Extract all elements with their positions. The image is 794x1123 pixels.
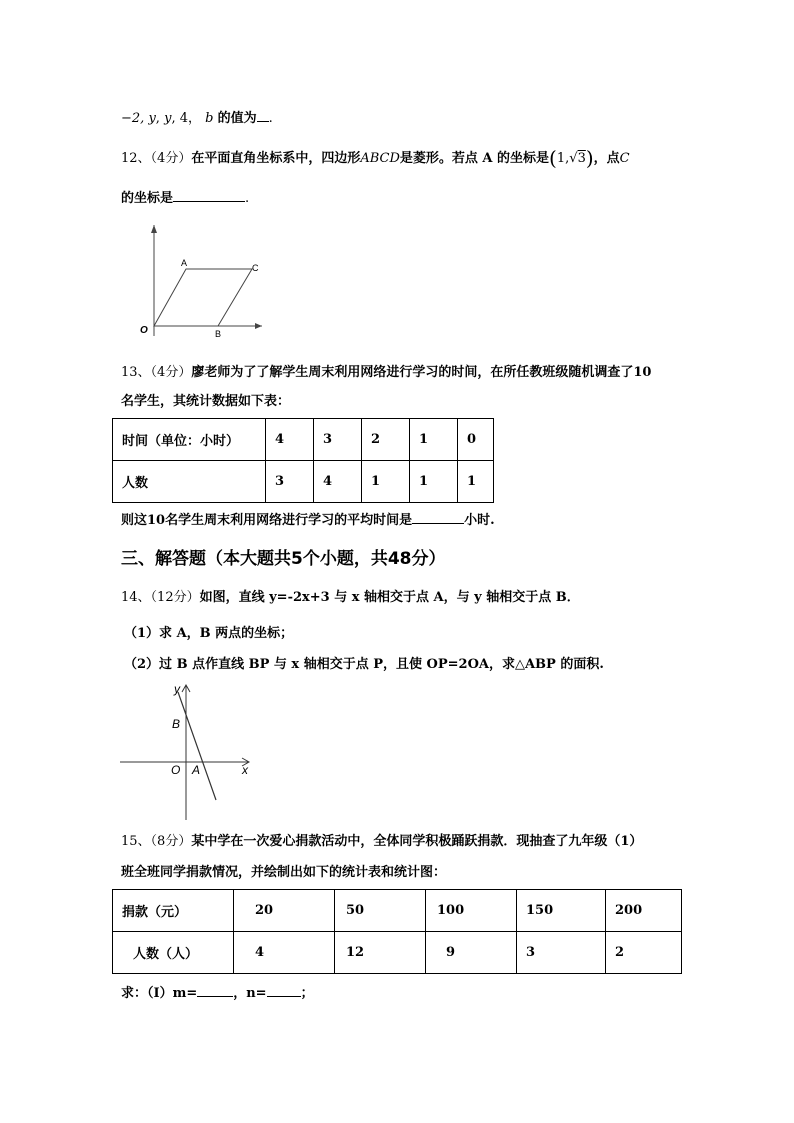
q13-cell: 1 — [410, 461, 458, 503]
q13-cell: 1 — [362, 461, 410, 503]
q13-line2: 名学生，其统计数据如下表： — [121, 394, 291, 409]
q15-cell: 2 — [606, 932, 682, 974]
q15-blank-n[interactable] — [267, 984, 301, 997]
section-3-title-2: 个小题，共 — [302, 549, 388, 569]
q13-cell: 时间（单位：小时） — [113, 419, 266, 461]
q15-cell: 20 — [234, 890, 335, 932]
q12-x-arrow — [255, 323, 262, 329]
section-3-title-3: 分） — [411, 549, 446, 569]
q15-table — [112, 889, 682, 974]
q13-after-2: 名学生周末利用网络进行学习的平均时间是 — [165, 513, 413, 528]
q14-part1: （1）求 A，B 两点的坐标； — [124, 626, 294, 641]
q11-seq-y1: y — [148, 111, 156, 126]
q11-seq-comma1: , — [155, 111, 160, 126]
q14-line1 — [121, 590, 580, 606]
q12-point-c: C — [619, 151, 630, 166]
q12-rhombus — [154, 269, 252, 326]
q13-cell: 人数 — [113, 461, 266, 503]
q12-line2 — [121, 189, 249, 207]
q11-var-b: b — [205, 111, 214, 126]
q13-cell: 3 — [314, 419, 362, 461]
q15-cell: 50 — [335, 890, 426, 932]
q13-cell: 4 — [314, 461, 362, 503]
q14-line-graph — [178, 692, 216, 800]
q13-cell: 1 — [458, 461, 494, 503]
q15-cell: 3 — [517, 932, 606, 974]
q15-score: （8分） — [150, 834, 192, 849]
q13-after-unit: 小时. — [464, 513, 495, 528]
q15-ask-1: 求：（Ⅰ）m= — [121, 986, 198, 1001]
q12-text3: ，点 — [593, 151, 620, 166]
q15-cell: 9 — [426, 932, 517, 974]
q15-cell: 12 — [335, 932, 426, 974]
q12-text1: 在平面直角坐标系中，四边形 — [191, 151, 361, 166]
q11-seq-a: −2, — [121, 111, 145, 126]
q13-table-row-time — [113, 419, 494, 461]
q15-cell: 150 — [517, 890, 606, 932]
q13-score: （4分） — [150, 365, 192, 380]
q14-label-a: A — [192, 763, 201, 777]
q11-seq-4: 4 — [179, 111, 188, 126]
q12-y-arrow — [151, 225, 157, 233]
q12-label-o: O — [140, 325, 148, 336]
q15-number: 15、 — [121, 834, 151, 849]
q13-text1: 廖老师为了了解学生周末利用网络进行学习的时间，在所任教班级随机调查了 — [191, 365, 634, 380]
q12-sqrt-sign: √ — [569, 151, 578, 166]
q15-cell: 4 — [234, 932, 335, 974]
q15-table-row-people — [113, 932, 682, 974]
q15-blank-m[interactable] — [197, 984, 233, 997]
q11-seq-y2: y — [164, 111, 172, 126]
q15-cell: 100 — [426, 890, 517, 932]
q12-coord-sqrt: 3 — [577, 151, 586, 166]
q14-line-figure — [118, 680, 256, 824]
q14-text: 如图，直线 y=-2x+3 与 x 轴相交于点 A，与 y 轴相交于点 B． — [199, 590, 580, 605]
q14-part2: （2）过 B 点作直线 BP 与 x 轴相交于点 P，且使 OP=2OA，求△ABP 的面积. — [124, 657, 604, 672]
q12-score: （4分） — [150, 151, 192, 166]
q12-label-a: A — [181, 258, 188, 268]
q15-cell: 200 — [606, 890, 682, 932]
q12-end: . — [245, 191, 250, 206]
q13-after-1: 则这 — [121, 513, 148, 528]
q13-question — [121, 511, 495, 529]
q12-paren-close: ) — [585, 146, 594, 170]
q12-line2-text: 的坐标是 — [121, 191, 174, 206]
q15-question — [121, 984, 314, 1002]
q15-ask-3: ； — [300, 986, 314, 1001]
q15-line2: 班全班同学捐款情况，并绘制出如下的统计表和统计图： — [121, 865, 447, 880]
q13-cell: 2 — [362, 419, 410, 461]
q12-rhombus-figure — [134, 220, 270, 342]
q15-text1: 某中学在一次爱心捐款活动中，全体同学积极踊跃捐款．现抽查了九年级（1） — [191, 834, 643, 849]
q14-label-x: x — [242, 763, 248, 777]
section-3-title — [121, 544, 446, 569]
q11-end: . — [268, 111, 273, 126]
q12-text2: 是菱形。若点 A 的坐标是 — [399, 151, 550, 166]
q15-line1 — [121, 834, 642, 850]
q11-seq-comma3: ， — [188, 111, 202, 126]
q13-count: 10 — [633, 365, 652, 380]
section-3-title-1: 三、解答题（本大题共 — [121, 549, 291, 569]
q12-number: 12、 — [121, 151, 151, 166]
q15-table-row-amount — [113, 890, 682, 932]
section-3-title-score: 48 — [387, 549, 412, 569]
q13-after-count: 10 — [147, 513, 166, 528]
q12-label-b: B — [215, 329, 222, 339]
q15-ask-2: ，n= — [233, 986, 267, 1001]
q11-answer-blank[interactable] — [257, 109, 269, 122]
section-3-title-count: 5 — [291, 549, 303, 569]
q13-cell: 3 — [266, 461, 314, 503]
q12-line1 — [121, 146, 630, 170]
q14-label-b: B — [172, 717, 181, 731]
q13-number: 13、 — [121, 365, 151, 380]
q13-table — [112, 418, 494, 503]
q13-table-row-count — [113, 461, 494, 503]
q11-line — [121, 109, 273, 127]
q13-cell: 1 — [410, 419, 458, 461]
q11-seq-comma2: , — [171, 111, 176, 126]
q13-line1 — [121, 365, 651, 381]
q12-label-c: C — [252, 263, 259, 273]
q14-label-o: O — [171, 763, 181, 777]
q15-cell: 人数（人） — [113, 932, 234, 974]
q13-cell: 0 — [458, 419, 494, 461]
q15-cell: 捐款（元） — [113, 890, 234, 932]
q13-answer-blank[interactable] — [412, 511, 464, 524]
q12-paren-open: ( — [549, 146, 557, 170]
q12-coord-1: 1, — [556, 151, 570, 166]
q11-suffix: 的值为 — [217, 111, 257, 126]
q14-label-y: y — [174, 682, 180, 696]
q14-number: 14、 — [121, 590, 151, 605]
q12-quad: ABCD — [360, 151, 400, 166]
q13-cell: 4 — [266, 419, 314, 461]
q12-answer-blank[interactable] — [173, 189, 245, 202]
q14-score: （12分） — [150, 590, 200, 605]
